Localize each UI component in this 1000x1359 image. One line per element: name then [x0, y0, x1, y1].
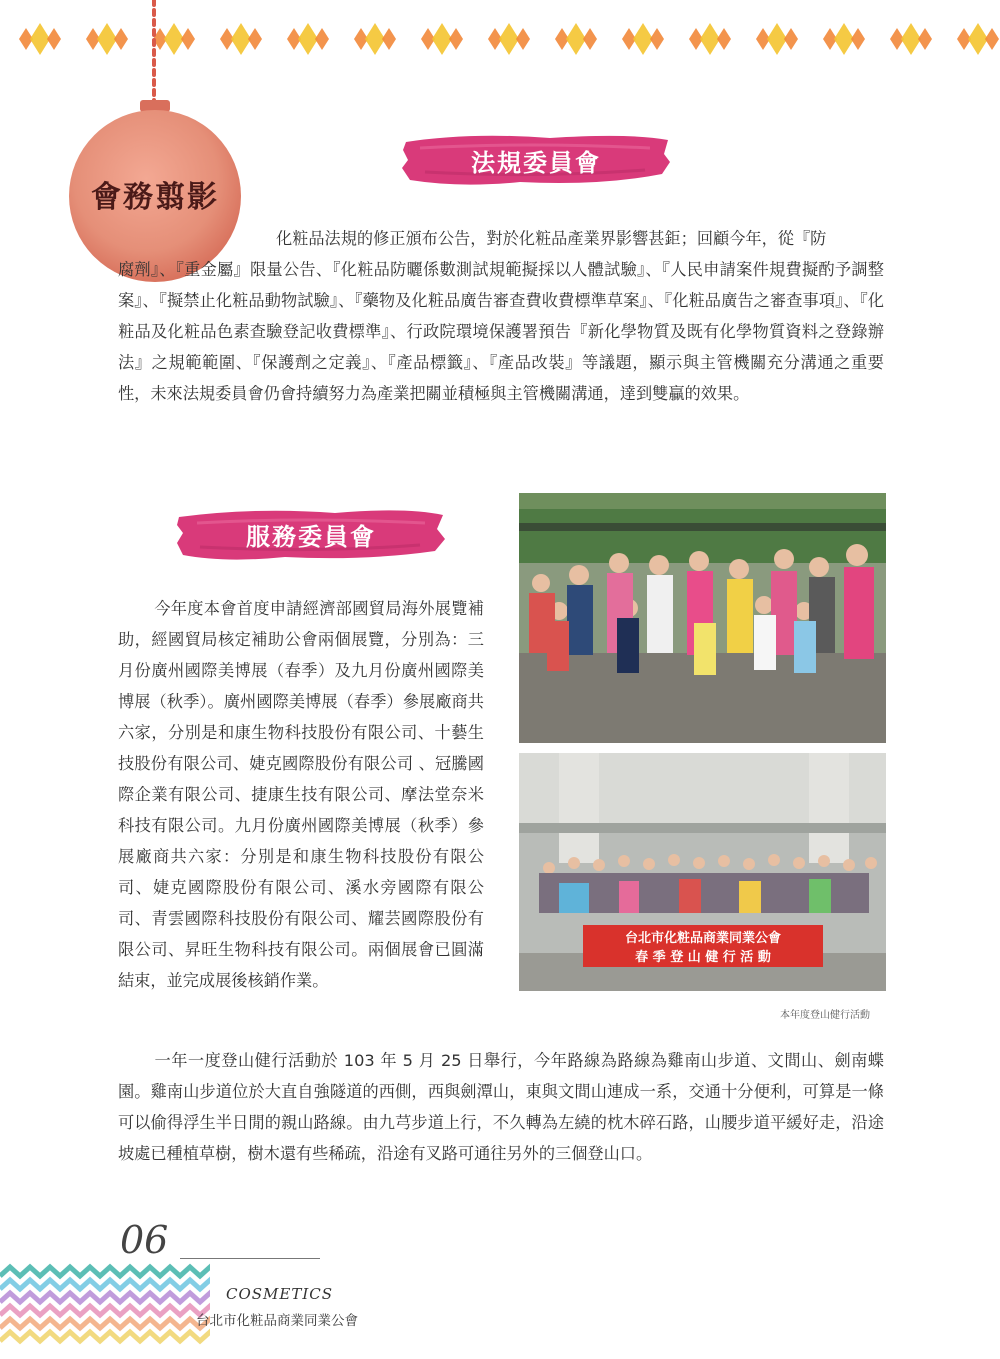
diamond-icon [382, 28, 396, 50]
brand-english: COSMETICS [226, 1285, 334, 1303]
diamond-icon [784, 28, 798, 50]
diamond-icon [181, 28, 195, 50]
diamond-icon [114, 28, 128, 50]
diamond-icon [315, 28, 329, 50]
zigzag-decoration-icon [0, 1262, 210, 1359]
brand-chinese: 台北市化粧品商業同業公會 [196, 1313, 358, 1329]
paragraph-text: 一年一度登山健行活動於 103 年 5 月 25 日舉行，今年路線為路線為雞南山步道、文間山、劍南蝶園。雞南山步道位於大直自強隧道的西側，西與劍潭山，東與文間山連成一系，交通十分便利，可算是一條可以偷得浮生半日閒的親山路線。由九芎步道上行，不久轉為左繞的枕木碎石路，山腰步道平緩好走，沿途坡處已種植草樹，樹木還有些稀疏，沿途有叉路可通往另外的三個登山口。 [118, 1051, 884, 1163]
diamond-icon [717, 28, 731, 50]
hiking-banner-photo [519, 753, 886, 991]
banner-title: 服務委員會 [246, 521, 376, 551]
diamond-icon [583, 28, 597, 50]
footer-divider [180, 1258, 320, 1259]
diamond-icon [47, 28, 61, 50]
zigzag-stripe [0, 1306, 210, 1315]
photo-caption: 本年度登山健行活動 [780, 1010, 870, 1021]
regulations-paragraph [118, 223, 884, 409]
paragraph-text: 今年度本會首度申請經濟部國貿局海外展覽補助，經國貿局核定補助公會兩個展覽，分別為：三月份廣州國際美博展（春季）及九月份廣州國際美博展（秋季）。廣州國際美博展（春季）參展廠商共六家，分別是和康生物科技股份有限公司、十藝生技股份有限公司、婕克國際股份有限公司 、冠騰國際企業有限公司、捷康生技有限公司、摩法堂奈米科技有限公司。九月份廣州國際美博展（秋季）參展廠商共六家：分別是和康生物科技股份有限公司、婕克國際股份有限公司、溪水旁國際有限公司、青雲國際科技股份有限公司、耀芸國際股份有限公司、昇旺生物科技有限公司。兩個展會已圓滿結束，並完成展後核銷作業。 [118, 599, 484, 990]
diamond-icon [516, 28, 530, 50]
service-committee-banner [175, 503, 447, 565]
regulations-committee-banner [400, 130, 672, 190]
banner-title: 法規委員會 [471, 147, 601, 177]
diamond-icon [650, 28, 664, 50]
service-paragraph [118, 593, 484, 996]
diamond-icon [851, 28, 865, 50]
zigzag-stripe [0, 1319, 210, 1328]
zigzag-stripe [0, 1293, 210, 1302]
section-ornament-label: 會務翦影 [91, 180, 219, 215]
zigzag-stripe [0, 1267, 210, 1276]
paragraph-continuation: 腐劑』、『重金屬』限量公告、『化粧品防曬係數測試規範擬採以人體試驗』、『人民申請案件規費擬酌予調整案』、『擬禁止化粧品動物試驗』、『藥物及化粧品廣告審查費收費標準草案』、『化粧品廣告之審查事項』、『化粧品及化粧品色素查驗登記收費標準』、行政院環境保護署預告『新化學物質及既有化學物質資料之登錄辦法』之規範範圍、『保護劑之定義』、『產品標籤』、『產品改裝』等議題，顯示與主管機關充分溝通之重要性，未來法規委員會仍會持續努力為產業把關並積極與主管機關溝通，達到雙贏的效果。 [118, 260, 884, 403]
event-banner-line1: 台北市化粧品商業同業公會 [624, 931, 782, 946]
diamond-icon [985, 28, 999, 50]
hiking-paragraph [118, 1045, 884, 1169]
event-banner-line2: 春 季 登 山 健 行 活 動 [635, 950, 771, 965]
diamond-icon [248, 28, 262, 50]
diamond-icon [449, 28, 463, 50]
zigzag-stripe [0, 1280, 210, 1289]
hiking-group-photo [519, 493, 886, 743]
diamond-icon [918, 28, 932, 50]
page-number: 06 [120, 1218, 169, 1262]
paragraph-first-line: 化粧品法規的修正頒布公告，對於化粧品產業界影響甚鉅；回顧今年，從『防 [276, 229, 827, 248]
zigzag-stripe [0, 1332, 210, 1341]
